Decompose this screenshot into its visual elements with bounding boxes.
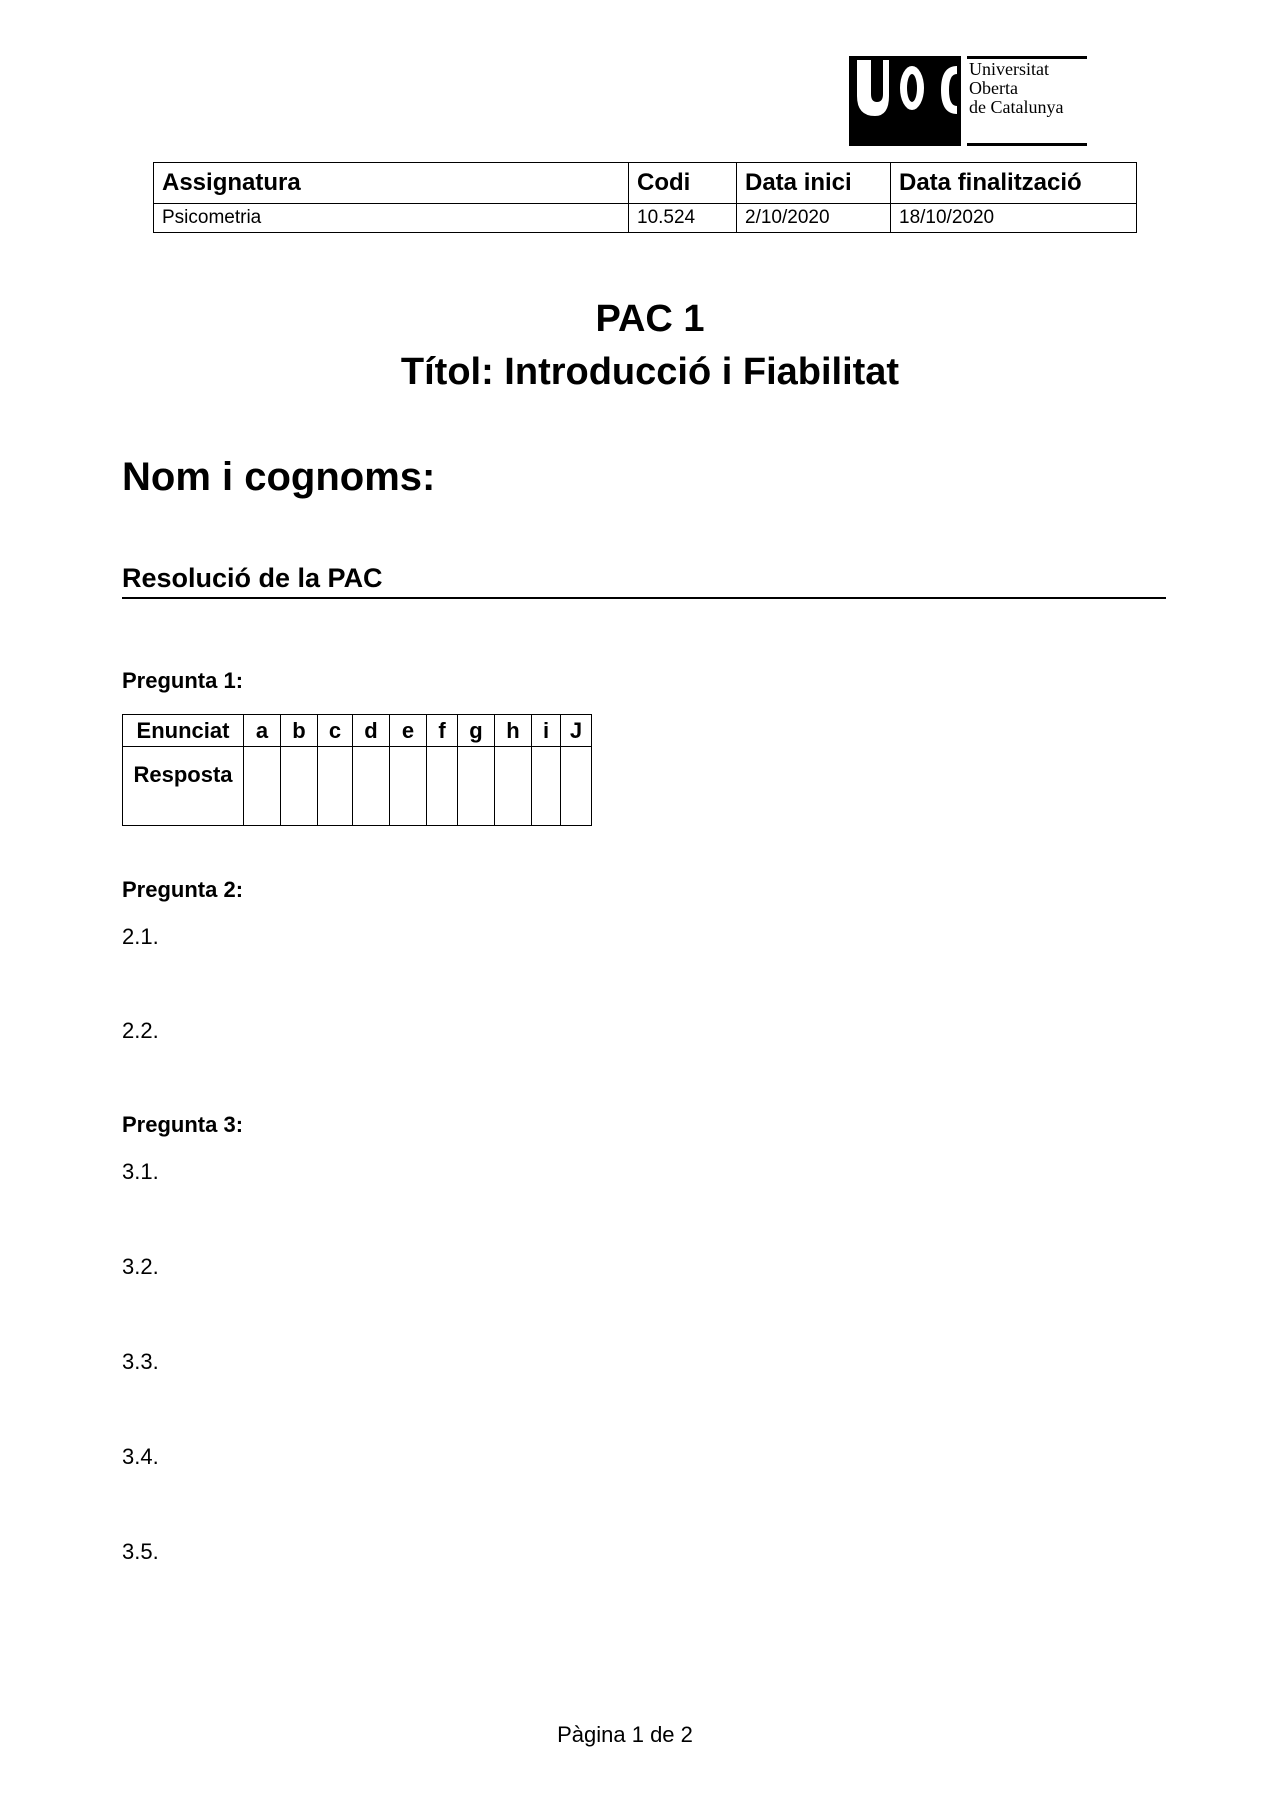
answer-cell-d[interactable] [353,747,390,826]
option-e: e [390,715,427,747]
course-info-table [153,162,1137,233]
item-2-2: 2.2. [122,1018,159,1043]
logo-wordmark: Universitat Oberta de Catalunya [969,59,1064,117]
option-g: g [458,715,495,747]
answer-cell-h[interactable] [495,747,532,826]
column-header-codi: Codi [629,163,737,204]
name-label: Nom i cognoms: [122,455,436,499]
enunciat-label: Enunciat [123,715,244,747]
option-h: h [495,715,532,747]
answer-cell-j[interactable] [561,747,592,826]
item-2-1: 2.1. [122,924,159,949]
option-a: a [244,715,281,747]
answer-cell-e[interactable] [390,747,427,826]
column-header-data-finalitzacio: Data finalització [891,163,1137,204]
pregunta-1-answer-grid [122,714,592,826]
course-info-header-row [154,163,1137,204]
cell-codi: 10.524 [629,204,737,233]
pregunta-1-label: Pregunta 1: [122,668,244,693]
option-j: J [561,715,592,747]
item-3-4: 3.4. [122,1444,159,1469]
section-heading: Resolució de la PAC [122,563,383,593]
item-3-1: 3.1. [122,1159,159,1184]
answer-cell-g[interactable] [458,747,495,826]
resposta-label: Resposta [133,762,233,787]
pregunta-3-label: Pregunta 3: [122,1112,244,1137]
answer-grid-header-row [123,715,592,747]
cell-data-finalitzacio: 18/10/2020 [891,204,1137,233]
item-3-5: 3.5. [122,1539,159,1564]
item-3-3: 3.3. [122,1349,159,1374]
option-i: i [532,715,561,747]
option-c: c [318,715,353,747]
course-info-row [154,204,1137,233]
logo-bottom-rule [967,143,1087,146]
uoc-logo [849,56,1089,148]
section-divider [122,597,1166,599]
resposta-cell [123,747,244,826]
uoc-logo-icon [849,56,961,146]
answer-cell-a[interactable] [244,747,281,826]
answer-cell-i[interactable] [532,747,561,826]
item-3-2: 3.2. [122,1254,159,1279]
pregunta-2-label: Pregunta 2: [122,877,244,902]
page-number: Pàgina 1 de 2 [557,1722,693,1747]
document-subtitle: Títol: Introducció i Fiabilitat [400,351,900,393]
option-f: f [427,715,458,747]
option-b: b [281,715,318,747]
cell-assignatura: Psicometria [154,204,629,233]
cell-data-inici: 2/10/2020 [737,204,891,233]
answer-cell-f[interactable] [427,747,458,826]
document-title: PAC 1 [595,298,705,340]
column-header-assignatura: Assignatura [154,163,629,204]
answer-grid-response-row [123,747,592,826]
column-header-data-inici: Data inici [737,163,891,204]
answer-cell-c[interactable] [318,747,353,826]
option-d: d [353,715,390,747]
answer-cell-b[interactable] [281,747,318,826]
